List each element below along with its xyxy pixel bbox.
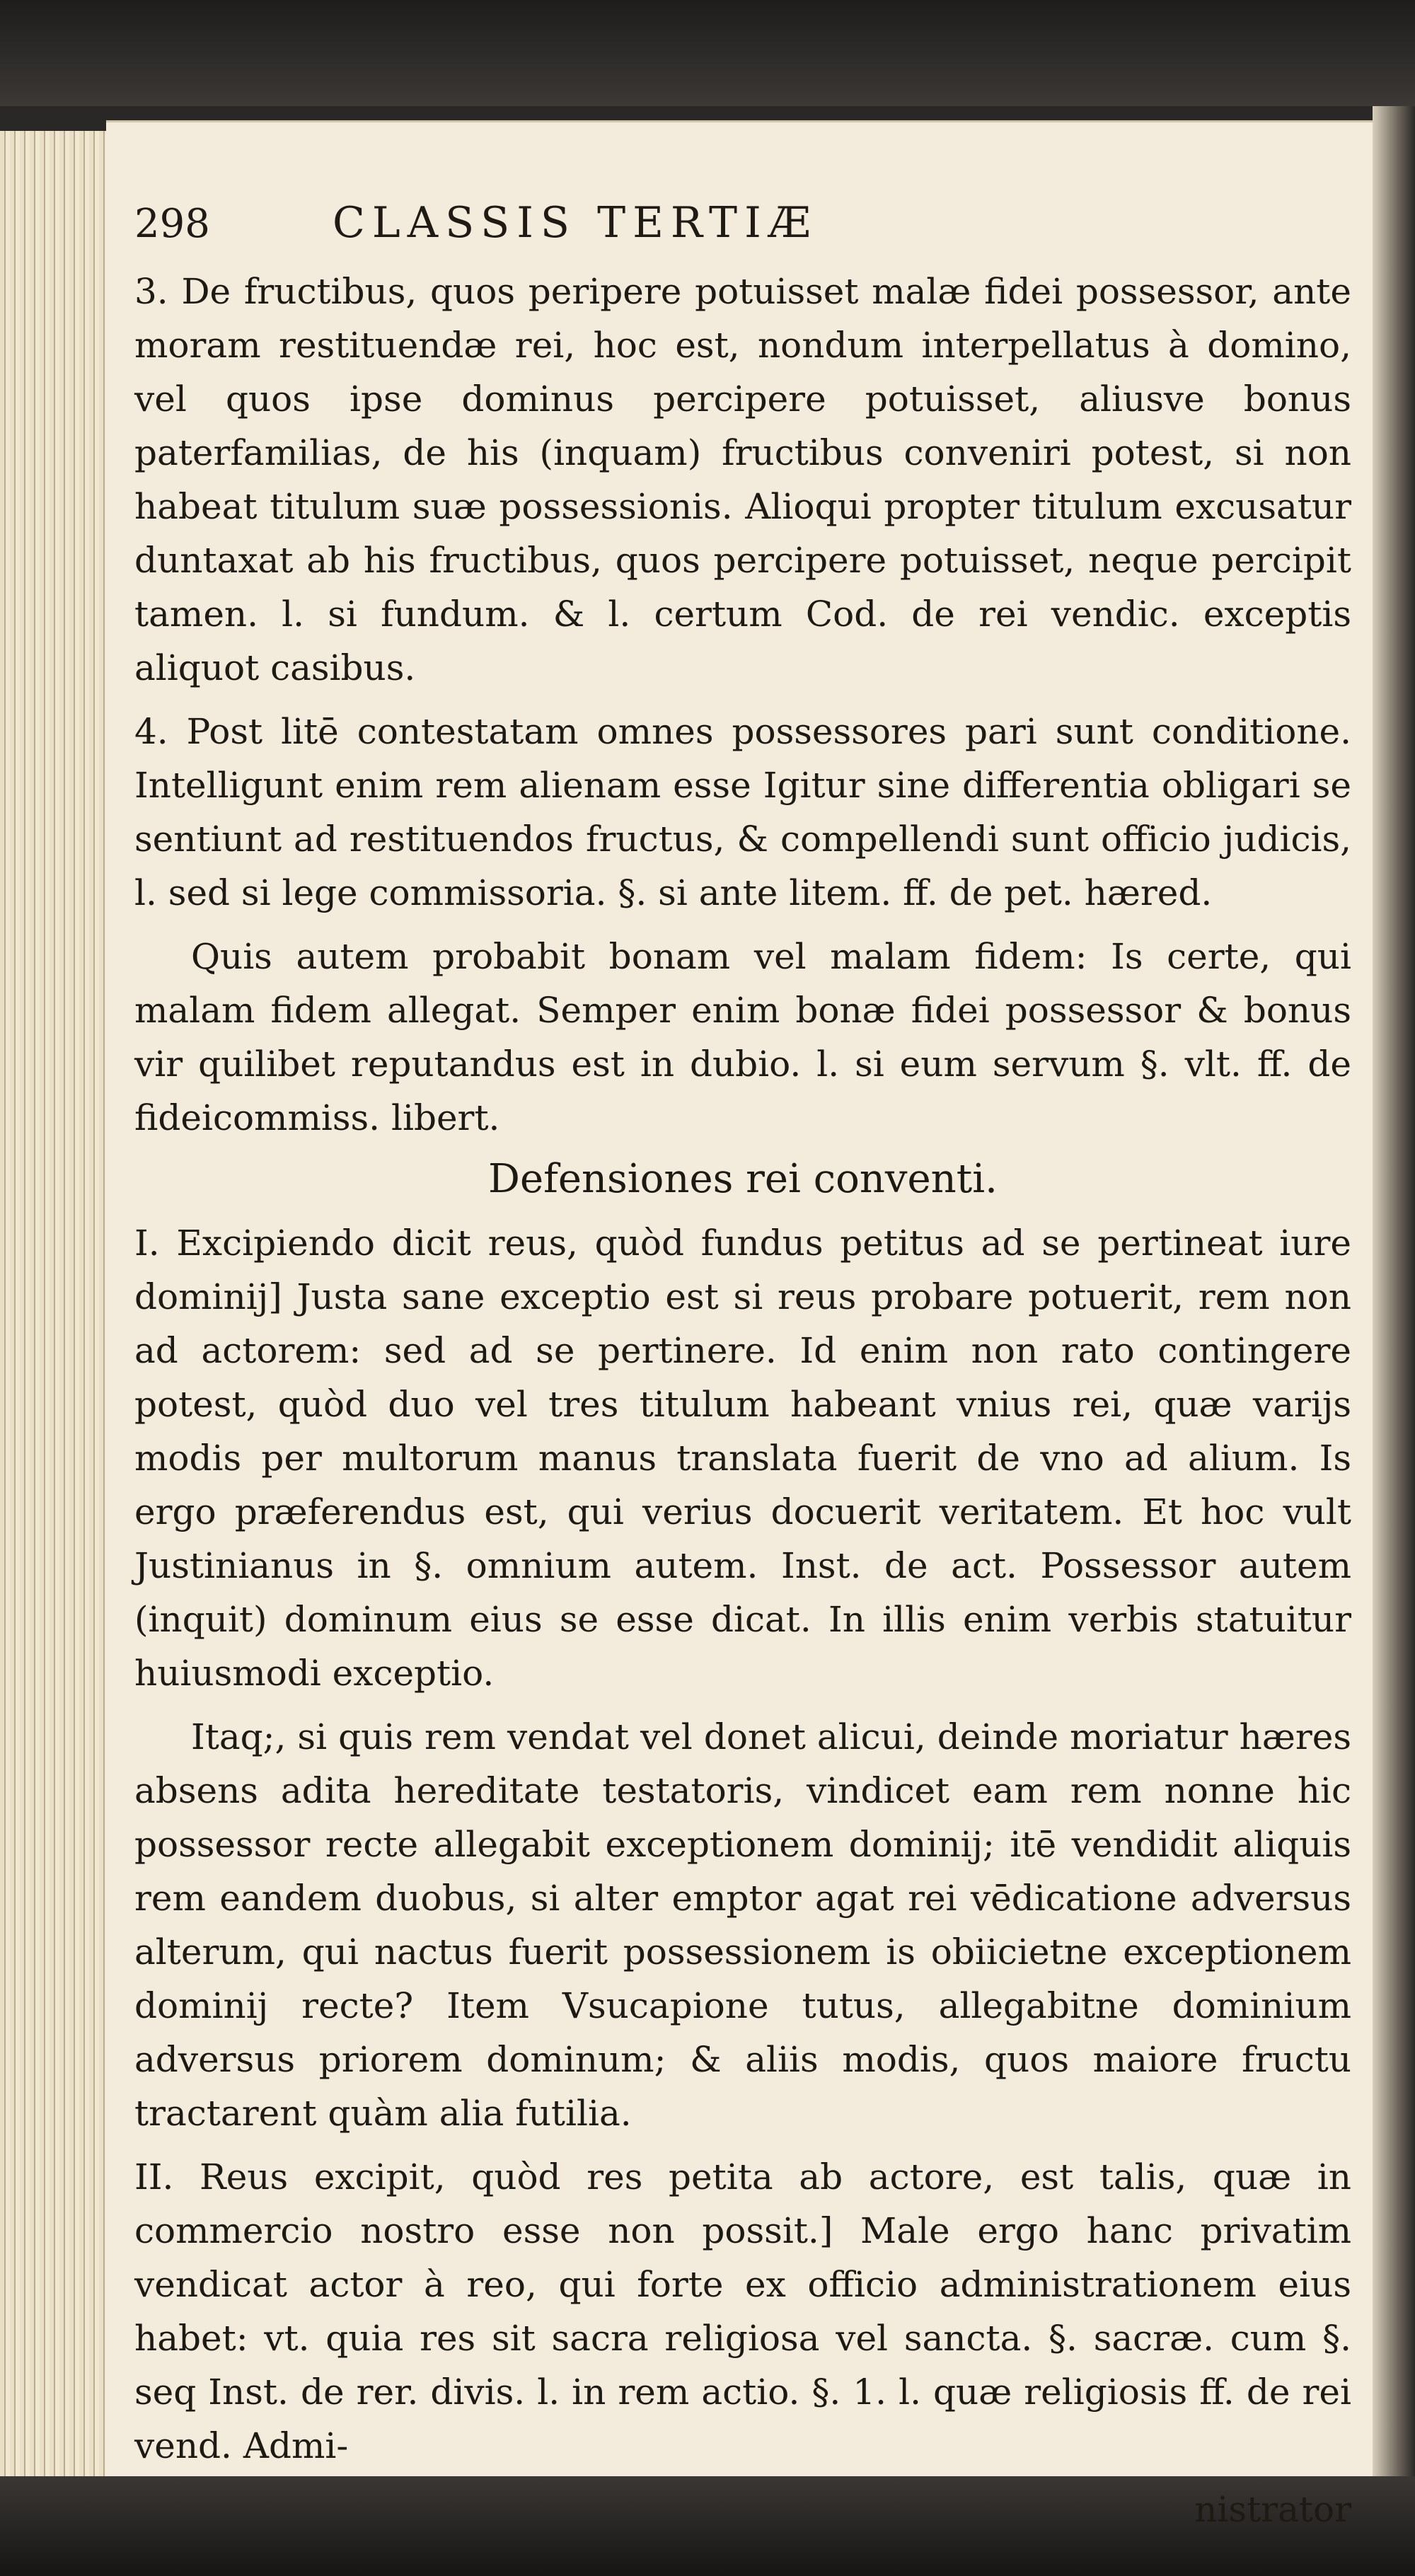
section-heading: Defensiones rei conventi.	[488, 1156, 998, 1202]
page-header	[134, 198, 1351, 248]
paragraph-3: 3. De fructibus, quos peripere potuisset malæ fidei possessor, ante moram restituendæ rei, hoc est, nondum interpellatus à domino, vel quos ipse dominus percipere potuisset, aliusve bonus paterfamilias, de his (inquam) fructibus conveniri potest, si non habeat titulum suæ possessionis. Alioqui propter titulum excusatur duntaxat ab his fructibus, quos percipere potuisset, neque percipit tamen. l. si fundum. & l. certum Cod. de rei vendic. exceptis aliquot casibus.	[134, 271, 1351, 688]
defense-two: II. Reus excipit, quòd res petita ab actore, est talis, quæ in commercio nostro esse non possit.] Male ergo hanc privatim vendicat actor à reo, qui forte ex officio administrationem eius habet: vt. quia res sit sacra religiosa vel sancta. §. sacræ. cum §. seq Inst. de rer. divis. l. in rem actio. §. 1. l. quæ religiosis ff. de rei vend. Admi-	[134, 2156, 1351, 2466]
paragraph-itaque: Itaq;, si quis rem vendat vel donet alicui, deinde moriatur hæres absens adita hereditate testatoris, vindicet eam rem nonne hic possessor recte allegabit exceptionem dominij; itē vendidit aliquis rem eandem duobus, si alter emptor agat rei vēdicatione adversus alterum, qui nactus fuerit possessionem is obiicietne exceptionem dominij recte? Item Vsucapione tutus, allegabitne dominium adversus priorem dominum; & aliis modis, quos maiore fructu tractarent quàm alia futilia.	[134, 1716, 1351, 2134]
paragraph-4: 4. Post litē contestatam omnes possessores pari sunt conditione. Intelligunt enim rem alienam esse Igitur sine differentia obligari se sentiunt ad restituendos fructus, & compellendi sunt officio judicis, l. sed si lege commissoria. §. si ante litem. ff. de pet. hæred.	[134, 711, 1351, 913]
gutter-shadow	[1373, 106, 1415, 2490]
paragraph-good-faith: Quis autem probabit bonam vel malam fidem: Is certe, qui malam fidem allegat. Semper enim bonæ fidei possessor & bonus vir quilibet reputandus est in dubio. l. si eum servum §. vlt. ff. de fideicommiss. libert.	[134, 936, 1351, 1138]
catchword: nistrator	[1194, 2489, 1351, 2530]
defense-one: I. Excipiendo dicit reus, quòd fundus petitus ad se pertineat iure dominij] Justa sane exceptio est si reus probare potuerit, rem non ad actorem: sed ad se pertinere. Id enim non rato contingere potest, quòd duo vel tres titulum habeant vnius rei, quæ varijs modis per multorum manus translata fuerit de vno ad alium. Is ergo præferendus est, qui verius docuerit veritatem. Et hoc vult Justinianus in §. omnium autem. Inst. de act. Possessor autem (inquit) dominum eius se esse dicat. In illis enim verbis statuitur huiusmodi exceptio.	[134, 1223, 1351, 1694]
book-page-edges	[0, 131, 108, 2494]
scan-top-border	[0, 0, 1415, 106]
page-text	[134, 198, 1351, 2536]
page-number: 298	[134, 201, 210, 247]
running-head: CLASSIS TERTIÆ	[333, 198, 818, 248]
